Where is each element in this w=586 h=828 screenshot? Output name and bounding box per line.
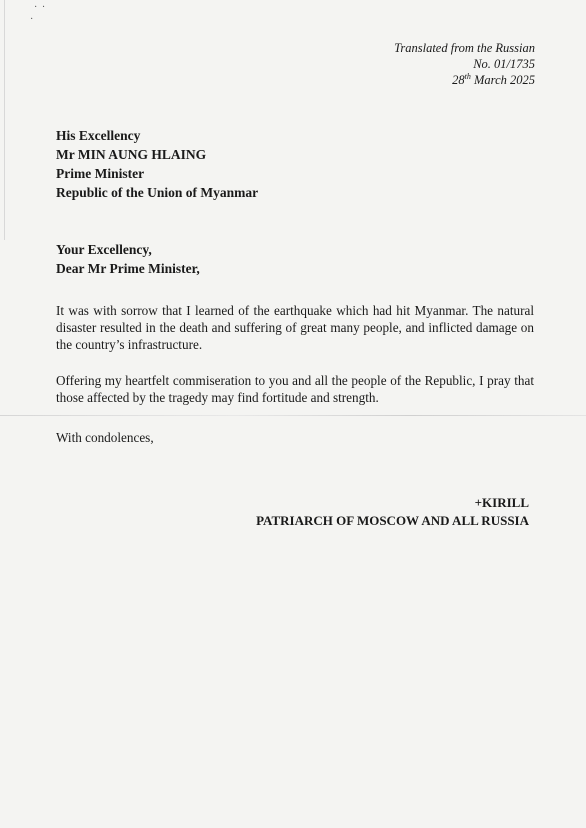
addressee-country: Republic of the Union of Myanmar [56,185,259,200]
closing-line: With condolences, [56,430,154,445]
addressee-block [56,126,258,202]
salutation-line-1: Your Excellency, [56,242,152,257]
salutation-line-2: Dear Mr Prime Minister, [56,261,200,276]
signatory-name: +KIRILL [474,495,529,510]
addressee-honorific: His Excellency [56,128,141,143]
salutation-block [56,240,200,278]
reference-block [394,40,535,88]
letter-date: 28th March 2025 [452,71,535,87]
scan-speck: · · [34,2,47,13]
translation-note: Translated from the Russian [394,41,535,55]
signatory-title: PATRIARCH OF MOSCOW AND ALL RUSSIA [256,513,529,528]
scan-fold-line [0,415,586,416]
body-paragraph-2: Offering my heartfelt commiseration to you and all the people of the Republic, I pray that those affected by the tragedy may find fortitude and strength. [56,373,534,405]
scan-edge-mark [4,0,5,240]
scan-speck: · [30,14,35,25]
addressee-name: Mr MIN AUNG HLAING [56,147,207,162]
addressee-position: Prime Minister [56,166,145,181]
reference-number: No. 01/1735 [473,57,535,71]
body-paragraph-1: It was with sorrow that I learned of the earthquake which had hit Myanmar. The natural disaster resulted in the death and suffering of great many people, and inflicted damage on the country’s infrastructure. [56,303,534,352]
signature-block [256,494,529,530]
